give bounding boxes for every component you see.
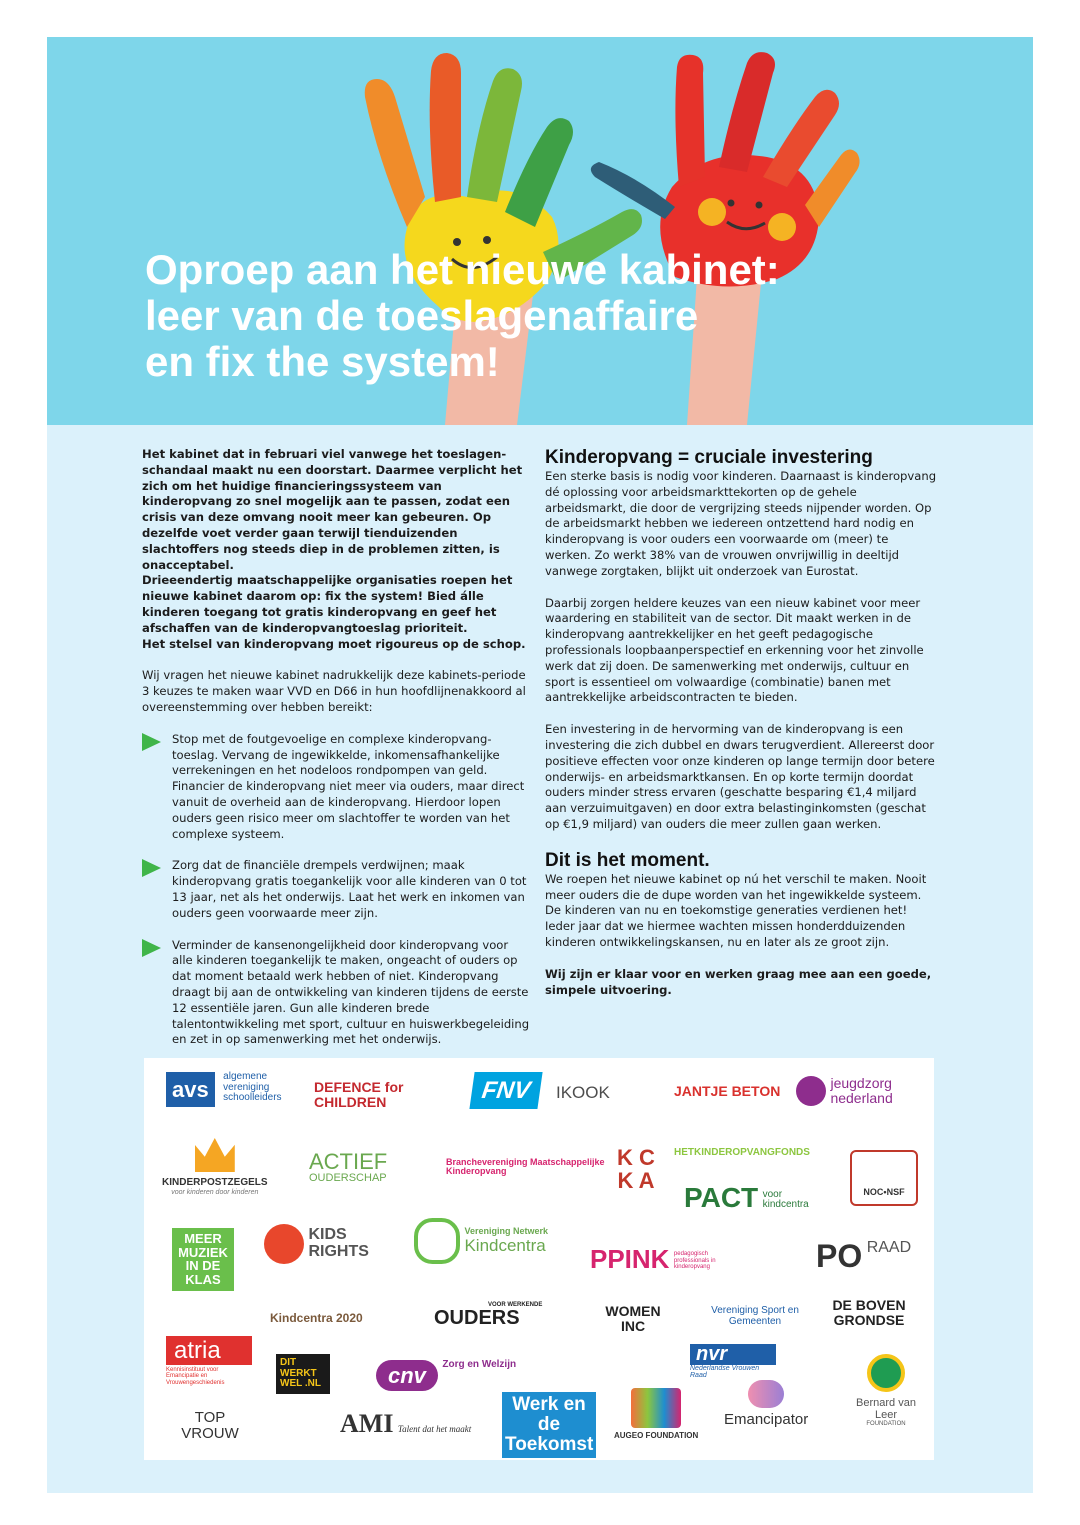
logo-defence-for-children: DEFENCE for CHILDREN — [314, 1079, 404, 1110]
nvr-subtext: Nederlandse Vrouwen Raad — [690, 1365, 760, 1380]
logo-jeugdzorg-nederland — [796, 1076, 910, 1106]
logo-kindcentra-2020: Kindcentra 2020 — [270, 1311, 363, 1325]
bvl-text: Bernard van Leer — [856, 1397, 916, 1421]
logo-emancipator — [724, 1380, 808, 1428]
right-paragraph-1: Een sterke basis is nodig voor kinderen. Daarnaast is kinderopvang dé oplossing voor arbeidsmarkttekorten op de gehele arbeidsmarkt, die door de vergrijzing steeds nijpender worden. Op de arbeidsmarkt hebben we iedereen ontzettend hard nodig en kinderopvang is voor ouders een voorwaarde om (meer) te werken. Zo werkt 38% van de vrouwen onvrijwillig in deeltijd vanwege zorgtaken, blijkt uit onderzoek van Eurostat. — [545, 469, 937, 578]
logo-dit-werkt-wel: DIT WERKT WEL .NL — [276, 1354, 330, 1394]
moment-paragraph: We roepen het nieuwe kabinet op nú het verschil te maken. Nooit meer ouders die de dupe worden van het ingewikkelde systeem. De kinderen van nu en toekomstige generaties verdienen het! Ieder jaar dat we hiermee wachten missen honderdduizenden kinderen ontwikkelingskansen, nu en later als ze groot zijn. — [545, 871, 927, 949]
logo-kids-rights — [264, 1224, 388, 1264]
logo-vereniging-sport-en-gemeenten: Vereniging Sport en Gemeenten — [711, 1305, 799, 1327]
ppink-text: PPINK — [590, 1244, 670, 1274]
logo-ikook: IKOOK — [556, 1083, 610, 1102]
logo-vereniging-netwerk-kindcentra — [414, 1218, 548, 1264]
logo-nvr — [690, 1344, 776, 1380]
avs-mark: avs — [166, 1072, 215, 1107]
green-triangle-icon — [142, 733, 161, 751]
ouderschap-text: OUDERSCHAP — [309, 1172, 387, 1185]
bullet-text-1: Stop met de foutgevoelige en complexe kinderopvang-toeslag. Vervang de ingewikkelde, inkomensafhankelijke verrekeningen en het nodeloos rondpompen van geld. Financier de kinderopvang niet meer via ouders, maar direct vanuit de overheid aan de kinderopvang. Hierdoor lopen ouders geen risico meer om slachtoffer te worden van het complexe systeem. — [172, 731, 525, 841]
intro-paragraph-3: Het stelsel van kinderopvang moet rigoureus op de schop. — [142, 636, 526, 651]
logo-kinderpostzegels — [162, 1138, 268, 1196]
vnk-text-wrap — [464, 1227, 548, 1254]
logo-po-raad — [816, 1240, 911, 1274]
headline-line-1: Oproep aan het nieuwe kabinet: — [145, 246, 780, 293]
right-paragraph-3: Een investering in de hervorming van de kinderopvang is een investering die zich dubbel en dwars terugverdient. Allereerst door positieve effecten voor onze kinderen op lange termijn door betere onderwijs- en arbeidsmarktkansen. En op korte termijn doordat ouders minder stress ervaren (geschatte besparing €1,4 miljard aan verzuimuitgaven) en door extra belastinginkomsten (geschat op €1,9 miljard) van ouders die meer zullen gaan werken. — [545, 722, 935, 831]
po-text: PO — [816, 1238, 863, 1274]
logo-ami — [340, 1410, 471, 1437]
avs-text: algemene vereniging schoolleiders — [223, 1071, 282, 1103]
headline — [145, 247, 965, 385]
atria-text: atria — [166, 1336, 252, 1365]
pact-subtext: voor kindcentra — [762, 1188, 809, 1210]
logo-pact — [684, 1183, 817, 1212]
intro-paragraph-1: Het kabinet dat in februari viel vanwege het toeslagen-schandaal maakt nu een doorstart. Daarmee verplicht het zich om het huidige financieringssysteem van kinderopvang zo snel mogelijk aan te passen, zodat een crisis van deze omvang nooit meer kan gebeuren. Op dezelfde voet verder gaan terwijl tienduizenden slachtoffers nog steeds diep in de problemen zitten, is onacceptabel. — [142, 447, 523, 572]
heading-investering: Kinderopvang = cruciale investering — [545, 447, 873, 468]
logo-top-vrouw: TOP VROUW — [181, 1409, 239, 1442]
bvl-subtext: FOUNDATION — [866, 1421, 906, 1428]
logo-avs — [166, 1072, 299, 1107]
left-column — [142, 447, 530, 1048]
logo-meer-muziek-in-de-klas: MEER MUZIEK IN DE KLAS — [172, 1228, 234, 1291]
green-triangle-icon — [142, 859, 161, 877]
poster — [47, 37, 1033, 1493]
question-paragraph: Wij vragen het nieuwe kabinet nadrukkelijk deze kabinets-periode 3 keuzes te maken waar VVD en D66 in hun hoofdlijnenakkoord al overeenstemming over hebben bereikt: — [142, 668, 526, 714]
kidsrights-text: KIDS RIGHTS — [308, 1226, 369, 1260]
bullet-text-2: Zorg dat de financiële drempels verdwijnen; maak kinderopvang gratis toegankelijk voor alle kinderen van 0 tot 13 jaar, net als het onderwijs. Laat het werk en inkomen van ouders geen voorwaarde meer zijn. — [172, 858, 527, 920]
ppink-subtext: pedagogisch professionals in kinderopvang — [673, 1251, 716, 1270]
vnk-subtext: Kindcentra — [464, 1235, 546, 1255]
ami-subtext: Talent dat het maakt — [397, 1424, 472, 1434]
logo-fnv: FNV — [469, 1072, 542, 1109]
crown-icon — [195, 1138, 235, 1172]
heading-moment: Dit is het moment. — [545, 849, 710, 871]
logo-jantje-beton: JANTJE BETON — [674, 1083, 781, 1099]
logo-het-kinderopvangfonds: HETKINDEROPVANGFONDS — [674, 1147, 810, 1158]
logo-ppink — [590, 1246, 730, 1273]
bullet-item-3 — [142, 938, 530, 1049]
raad-text: RAAD — [866, 1239, 912, 1256]
hero-banner — [47, 37, 1033, 425]
augeo-text: AUGEO FOUNDATION — [614, 1431, 699, 1440]
ami-text: AMI — [340, 1409, 394, 1438]
ouders-subtext: VOOR WERKENDE — [488, 1302, 543, 1308]
bullet-text-3: Verminder de kansenongelijkheid door kinderopvang voor alle kinderen toegankelijk te maken, ongeacht of ouders op dat moment betaald werk hebben of niet. Kinderopvang draagt bij aan de ontwikkeling van kinderen tijdens de eerste 12 essentiële jaren. Gun alle kinderen brede talentontwikkeling met sport, cultuur en huiswerkbegeleiding en zet in op samenwerking met het onderwijs. — [172, 937, 530, 1047]
emancipator-text: Emancipator — [724, 1411, 809, 1428]
headline-line-3: en fix the system! — [145, 338, 500, 385]
green-triangle-icon — [142, 939, 161, 957]
logo-atria — [166, 1336, 252, 1386]
nvr-text: nvr — [690, 1344, 776, 1365]
cnv-text: cnv — [376, 1360, 438, 1391]
right-column — [545, 447, 937, 998]
jeugdzorg-icon — [796, 1076, 826, 1106]
kinderpostzegels-tagline: voor kinderen door kinderen — [171, 1188, 259, 1196]
atria-subtext: Kennisinstituut voor Emancipatie en Vrouwengeschiedenis — [166, 1367, 225, 1386]
kidsrights-globe-icon — [264, 1224, 304, 1264]
logo-augeo-foundation — [614, 1388, 698, 1440]
logo-cnv-zorg-en-welzijn — [376, 1360, 516, 1391]
ouders-text: OUDERS — [434, 1307, 520, 1330]
cnv-subtext: Zorg en Welzijn — [442, 1359, 517, 1370]
logo-bernard-van-leer — [856, 1354, 916, 1427]
bullet-item-1 — [142, 732, 530, 843]
kinderpostzegels-text: KINDERPOSTZEGELS — [162, 1177, 268, 1188]
jeugdzorg-text: jeugdzorg nederland — [830, 1075, 893, 1106]
logo-de-bovengrondse: DE BOVEN GRONDSE — [832, 1297, 906, 1328]
logo-actief-ouderschap — [309, 1150, 387, 1185]
clover-icon — [414, 1218, 460, 1264]
logo-werk-en-de-toekomst: Werk en de Toekomst — [502, 1392, 596, 1458]
augeo-figures-icon — [631, 1388, 681, 1428]
bullet-item-2 — [142, 858, 530, 921]
logo-kcka: K C K A — [617, 1145, 655, 1194]
bvl-diamond-icon — [867, 1354, 905, 1392]
partner-logos — [144, 1058, 934, 1460]
logo-women-inc: WOMEN INC — [605, 1303, 661, 1334]
actief-text: ACTIEF — [309, 1149, 388, 1174]
pact-text: PACT — [684, 1182, 759, 1213]
logo-noc-nsf: NOC•NSF — [850, 1150, 918, 1206]
intro-paragraph-2: Drieeendertig maatschappelijke organisaties roepen het nieuwe kabinet daarom op: fix the system! Bied álle kinderen toegang tot gratis kinderopvang en geef het afschaffen van de kinderopvangtoeslag prioriteit. — [142, 573, 513, 635]
logo-branchevereniging: Branchevereniging Maatschappelijke Kinderopvang — [446, 1157, 605, 1177]
vnk-text: Vereniging Netwerk — [464, 1226, 548, 1237]
logo-voor-werkende-ouders — [434, 1302, 542, 1329]
emancipator-circles-icon — [748, 1380, 784, 1408]
right-paragraph-2: Daarbij zorgen heldere keuzes van een nieuw kabinet voor meer waardering en stabiliteit van de sector. Dit maakt werken in de kinderopvang aantrekkelijker en het geeft pedagogische professionals loopbaanperspectief en erkenning voor het zinvolle werk dat zij doen. De samenwerking met onderwijs, cultuur en sport is essentieel om volwaardige (combinatie) banen met aantrekkelijke arbeidscontracten te bieden. — [545, 595, 924, 705]
headline-line-2: leer van de toeslagenaffaire — [145, 292, 699, 339]
closing-paragraph: Wij zijn er klaar voor en werken graag mee aan een goede, simpele uitvoering. — [545, 966, 932, 997]
